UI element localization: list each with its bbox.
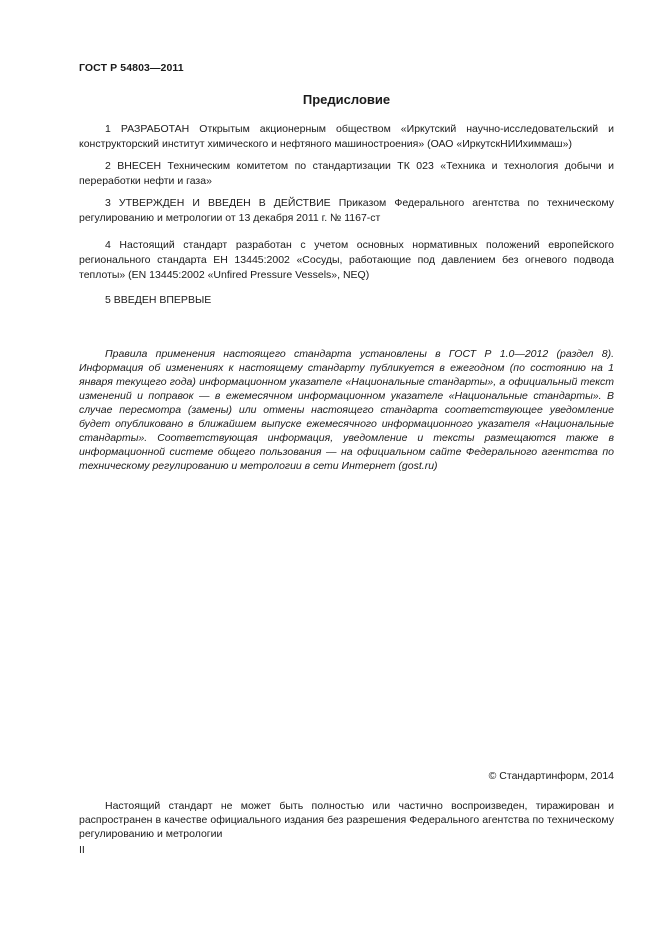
preface-item-introduced: 2 ВНЕСЕН Техническим комитетом по стандартизации ТК 023 «Техника и технология добычи и переработки нефти и газа» — [79, 160, 614, 187]
preface-item-approved: 3 УТВЕРЖДЕН И ВВЕДЕН В ДЕЙСТВИЕ Приказом Федерального агентства по техническому регулированию и метрологии от 13 декабря 2011 г. № 1167-ст — [79, 197, 614, 224]
preface-item-developed: 1 РАЗРАБОТАН Открытым акционерным обществом «Иркутский научно-исследовательский и конструкторский институт химического и нефтяного машиностроения» (ОАО «ИркутскНИИхиммаш») — [79, 123, 614, 150]
standard-code: ГОСТ Р 54803—2011 — [79, 62, 184, 74]
preface-item-based-on: 4 Настоящий стандарт разработан с учетом основных нормативных положений европейского регионального стандарта ЕН 13445:2002 «Сосуды, работающие под давлением без огневого подвода теплоты» (EN 13445:2002 «Unfired Pressure Vessels», NEQ) — [79, 239, 614, 281]
application-rules-note: Правила применения настоящего стандарта установлены в ГОСТ Р 1.0—2012 (раздел 8). Информация об изменениях к настоящему стандарту публикуется в ежегодном (по состоянию на 1 января текущего года) информационном указателе «Национальные стандарты», а официальный текст изменений и поправок — в ежемесячном информационном указателе «Национальные стандарты». В случае пересмотра (замены) или отмены настоящего стандарта соответствующее уведомление будет опубликовано в ближайшем выпуске ежемесячного информационного указателя «Национальные стандарты». Соответствующая информация, уведомление и тексты размещаются также в информационной системе общего пользования — на официальном сайте Федерального агентства по техническому регулированию и метрологии в сети Интернет (gost.ru) — [79, 348, 614, 472]
preface-item-first-introduced: 5 ВВЕДЕН ВПЕРВЫЕ — [105, 294, 212, 306]
page-number: II — [79, 844, 85, 856]
copyright-line: © Стандартинформ, 2014 — [488, 770, 614, 782]
reproduction-notice: Настоящий стандарт не может быть полностью или частично воспроизведен, тиражирован и распространен в качестве официального издания без разрешения Федерального агентства по техническому регулированию и метрологии — [79, 800, 614, 840]
page-title: Предисловие — [302, 92, 391, 107]
